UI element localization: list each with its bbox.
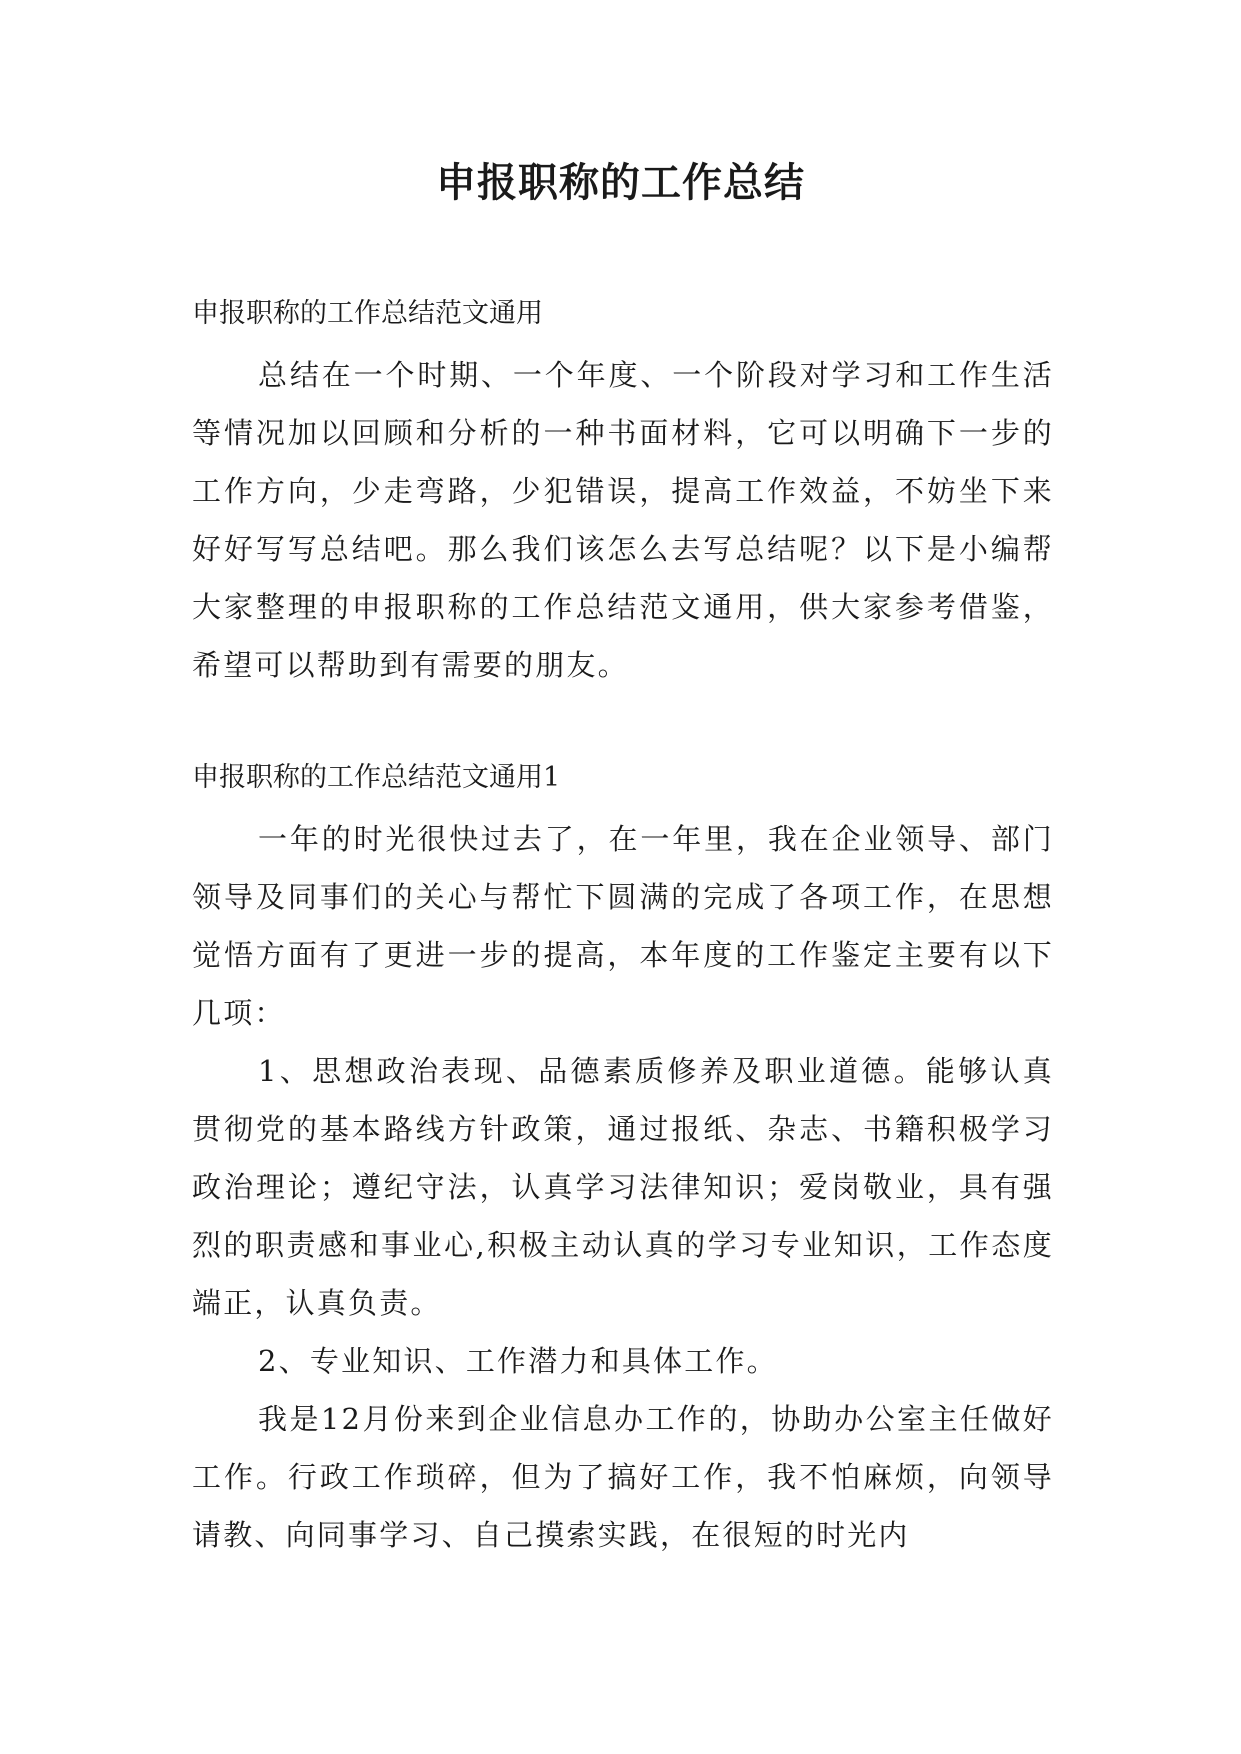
paragraph-item-2: 2、专业知识、工作潜力和具体工作。 [258, 1344, 778, 1378]
paragraph-work-description: 我是12月份来到企业信息办工作的，协助办公室主任做好工作。行政工作琐碎，但为了搞好工作，我不怕麻烦，向领导请教、向同事学习、自己摸索实践，在很短的时光内 [192, 1402, 1054, 1552]
paragraph-item-1: 1、思想政治表现、品德素质修养及职业道德。能够认真贯彻党的基本路线方针政策，通过报纸、杂志、书籍积极学习政治理论；遵纪守法，认真学习法律知识；爱岗敬业，具有强烈的职责感和事业心,积极主动认真的学习专业知识，工作态度端正，认真负责。 [192, 1054, 1054, 1320]
section-heading-sample-1: 申报职称的工作总结范文通用1 [192, 762, 561, 793]
intro-paragraph: 总结在一个时期、一个年度、一个阶段对学习和工作生活等情况加以回顾和分析的一种书面材料，它可以明确下一步的工作方向，少走弯路，少犯错误，提高工作效益，不妨坐下来好好写写总结吧。那么我们该怎么去写总结呢？以下是小编帮大家整理的申报职称的工作总结范文通用，供大家参考借鉴，希望可以帮助到有需要的朋友。 [192, 358, 1054, 682]
paragraph-year-review: 一年的时光很快过去了，在一年里，我在企业领导、部门领导及同事们的关心与帮忙下圆满的完成了各项工作，在思想觉悟方面有了更进一步的提高，本年度的工作鉴定主要有以下几项： [192, 822, 1054, 1030]
document-title: 申报职称的工作总结 [436, 160, 805, 206]
section-heading-general: 申报职称的工作总结范文通用 [192, 298, 543, 329]
